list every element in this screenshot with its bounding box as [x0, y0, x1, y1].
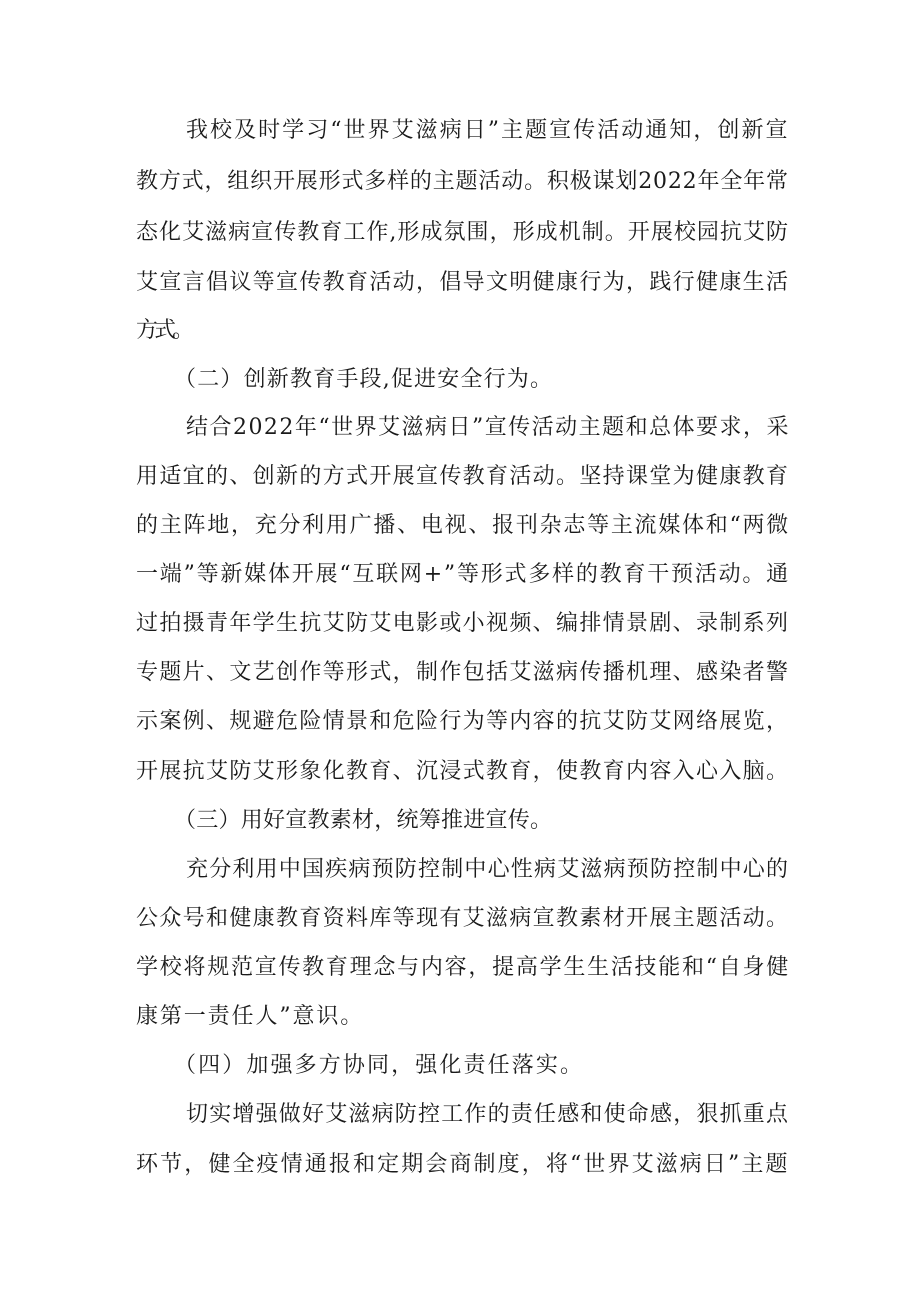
- text-line: 一端”等新媒体开展“互联网+”等形式多样的教育干预活动。通: [136, 562, 790, 587]
- text-line: 结合2022年“世界艾滋病日”宣传活动主题和总体要求，采: [186, 415, 790, 440]
- text-line: 学校将规范宣传教育理念与内容，提高学生生活技能和“自身健: [136, 955, 790, 980]
- text-line: 用适宜的、创新的方式开展宣传教育活动。坚持课堂为健康教育: [136, 464, 790, 489]
- section-heading: （二）创新教育手段,促进安全行为。: [174, 367, 554, 392]
- text-line: 康第一责任人”意识。: [136, 1004, 365, 1029]
- text-line: 切实增强做好艾滋病防控工作的责任感和使命感，狠抓重点: [186, 1102, 790, 1127]
- text-line: 的主阵地，充分利用广播、电视、报刊杂志等主流媒体和“两微: [136, 513, 790, 538]
- text-line: 充分利用中国疾病预防控制中心性病艾滋病预防控制中心的: [186, 857, 790, 882]
- text-line: 开展抗艾防艾形象化教育、沉浸式教育，使教育内容入心入脑。: [136, 759, 790, 784]
- text-line: 示案例、规避危险情景和危险行为等内容的抗艾防艾网络展览，: [136, 709, 790, 734]
- text-line: 专题片、文艺创作等形式，制作包括艾滋病传播机理、感染者警: [136, 660, 790, 685]
- text-line: 公众号和健康教育资料库等现有艾滋病宣教素材开展主题活动。: [136, 906, 790, 931]
- text-line: 过拍摄青年学生抗艾防艾电影或小视频、编排情景剧、录制系列: [136, 611, 790, 636]
- text-line: 艾宣言倡议等宣传教育活动，倡导文明健康行为，践行健康生活: [136, 270, 790, 295]
- text-line: 方式。: [136, 318, 191, 343]
- section-heading: （三）用好宣教素材，统筹推进宣传。: [174, 808, 553, 833]
- text-line: 环节，健全疫情通报和定期会商制度，将“世界艾滋病日”主题: [136, 1152, 790, 1177]
- text-line: 态化艾滋病宣传教育工作,形成氛围，形成机制。开展校园抗艾防: [136, 220, 790, 245]
- text-line: 教方式，组织开展形式多样的主题活动。积极谋划2022年全年常: [136, 169, 789, 194]
- section-heading: （四）加强多方协同，强化责任落实。: [174, 1053, 585, 1078]
- text-line: 我校及时学习“世界艾滋病日”主题宣传活动通知，创新宣: [186, 118, 790, 143]
